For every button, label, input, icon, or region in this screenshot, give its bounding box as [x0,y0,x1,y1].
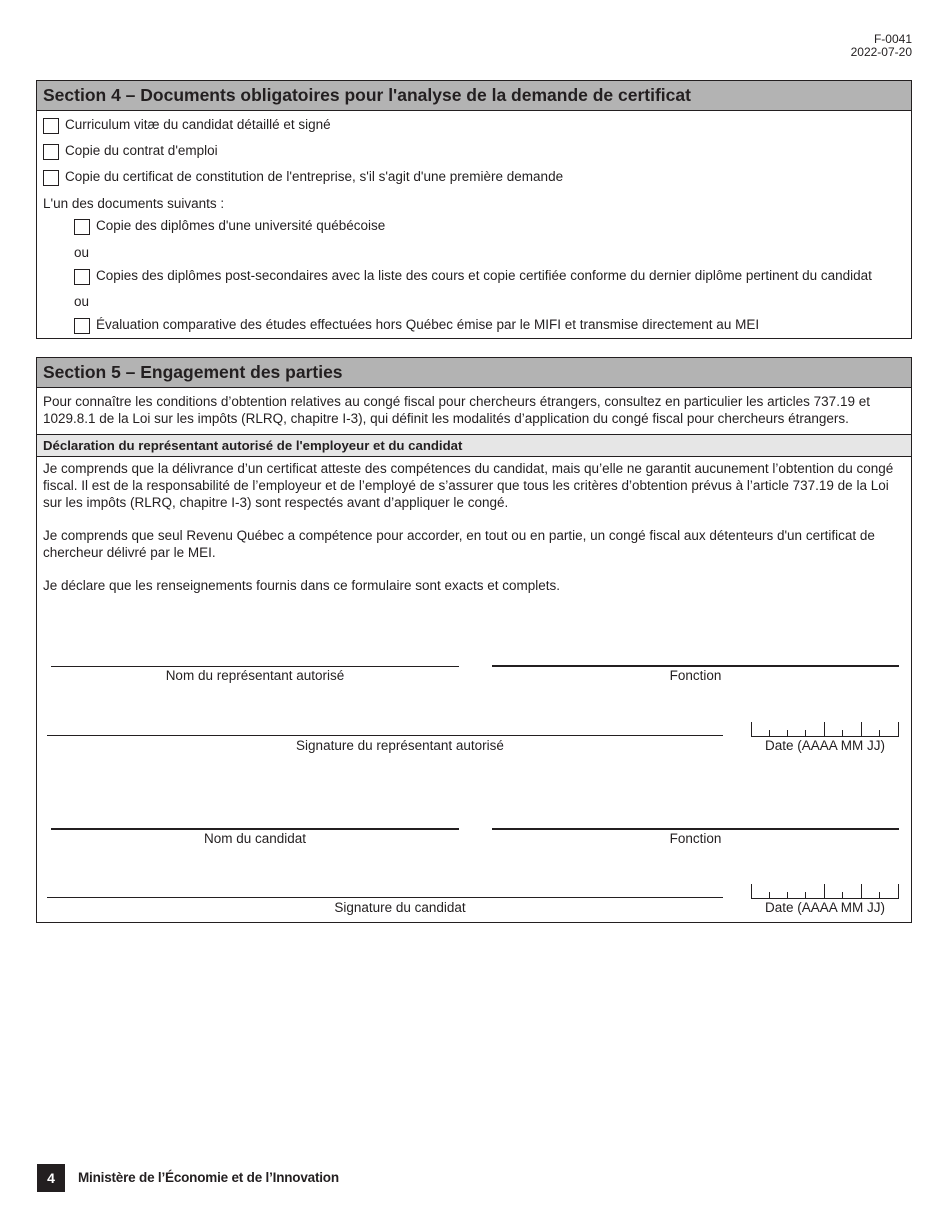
section-4 [36,80,912,339]
rep-name-field[interactable] [51,666,459,667]
rep-date-field[interactable] [751,722,899,737]
rep-function-field[interactable] [492,665,899,667]
checkbox-quebec-diploma[interactable] [74,219,90,235]
or-label: ou [74,245,90,260]
declaration-paragraph-2: Je comprends que seul Revenu Québec a compétence pour accorder, en tout ou en partie, un congé fiscal aux détenteurs d'un certificat de chercheur délivré par le MEI. [43,528,875,560]
candidate-function-label: Fonction [669,831,722,846]
label-postsecondary-diploma: Copies des diplômes post-secondaires avec la liste des cours et copie certifiée conforme du dernier diplôme pertinent du candidat [96,268,872,283]
rep-date-label: Date (AAAA MM JJ) [764,738,886,753]
declaration-title: Déclaration du représentant autorisé de l'employeur et du candidat [37,434,911,457]
label-incorporation: Copie du certificat de constitution de l'entreprise, s'il s'agit d'une première demande [65,169,564,184]
declaration-paragraph-3: Je déclare que les renseignements fournis dans ce formulaire sont exacts et complets. [43,578,561,593]
label-cv: Curriculum vitæ du candidat détaillé et signé [65,117,331,132]
candidate-name-field[interactable] [51,828,459,830]
candidate-signature-label: Signature du candidat [334,900,466,915]
checkbox-incorporation[interactable] [43,170,59,186]
rep-name-label: Nom du représentant autorisé [165,668,345,683]
ministry-name: Ministère de l’Économie et de l’Innovation [78,1170,339,1185]
page-number: 4 [37,1164,65,1192]
or-label: ou [74,294,90,309]
section-5-intro: Pour connaître les conditions d’obtention relatives au congé fiscal pour chercheurs étrangers, consultez en particulier les articles 737.19 et 1029.8.1 de la Loi sur les impôts (RLRQ, chapitre I-3), qui définit les modalités d’application du congé fiscal pour chercheurs étrangers. [43,394,870,426]
form-date: 2022-07-20 [850,45,912,59]
form-code-block [851,0,912,59]
checkbox-contract[interactable] [43,144,59,160]
form-code: F-0041 [873,32,912,46]
candidate-date-field[interactable] [751,884,899,899]
label-quebec-diploma: Copie des diplômes d'une université québécoise [96,218,386,233]
label-comparative-evaluation: Évaluation comparative des études effectuées hors Québec émise par le MIFI et transmise directement au MEI [96,317,760,332]
candidate-name-label: Nom du candidat [203,831,307,846]
documents-intro: L'un des documents suivants : [43,196,225,211]
label-contract: Copie du contrat d'emploi [65,143,218,158]
declaration-paragraph-1: Je comprends que la délivrance d’un certificat atteste des compétences du candidat, mais qu’elle ne garantit aucunement l’obtention du congé fiscal. Il est de la responsabilité de l’employeur et de l’employé de s’assurer que tous les critères d’obtention prévus à l’article 737.19 de la Loi sur les impôts (RLRQ, chapitre I-3) sont respectés avant d’appliquer le congé. [43,461,894,510]
candidate-date-label: Date (AAAA MM JJ) [764,900,886,915]
rep-signature-field[interactable] [47,735,723,736]
candidate-signature-field[interactable] [47,897,723,898]
candidate-function-field[interactable] [492,828,899,830]
checkbox-comparative-evaluation[interactable] [74,318,90,334]
rep-function-label: Fonction [669,668,722,683]
section-5 [36,357,912,923]
checkbox-postsecondary-diploma[interactable] [74,269,90,285]
checkbox-cv[interactable] [43,118,59,134]
section-4-title: Section 4 – Documents obligatoires pour l'analyse de la demande de certificat [37,81,911,111]
section-5-title: Section 5 – Engagement des parties [37,358,911,388]
rep-signature-label: Signature du représentant autorisé [296,738,504,753]
